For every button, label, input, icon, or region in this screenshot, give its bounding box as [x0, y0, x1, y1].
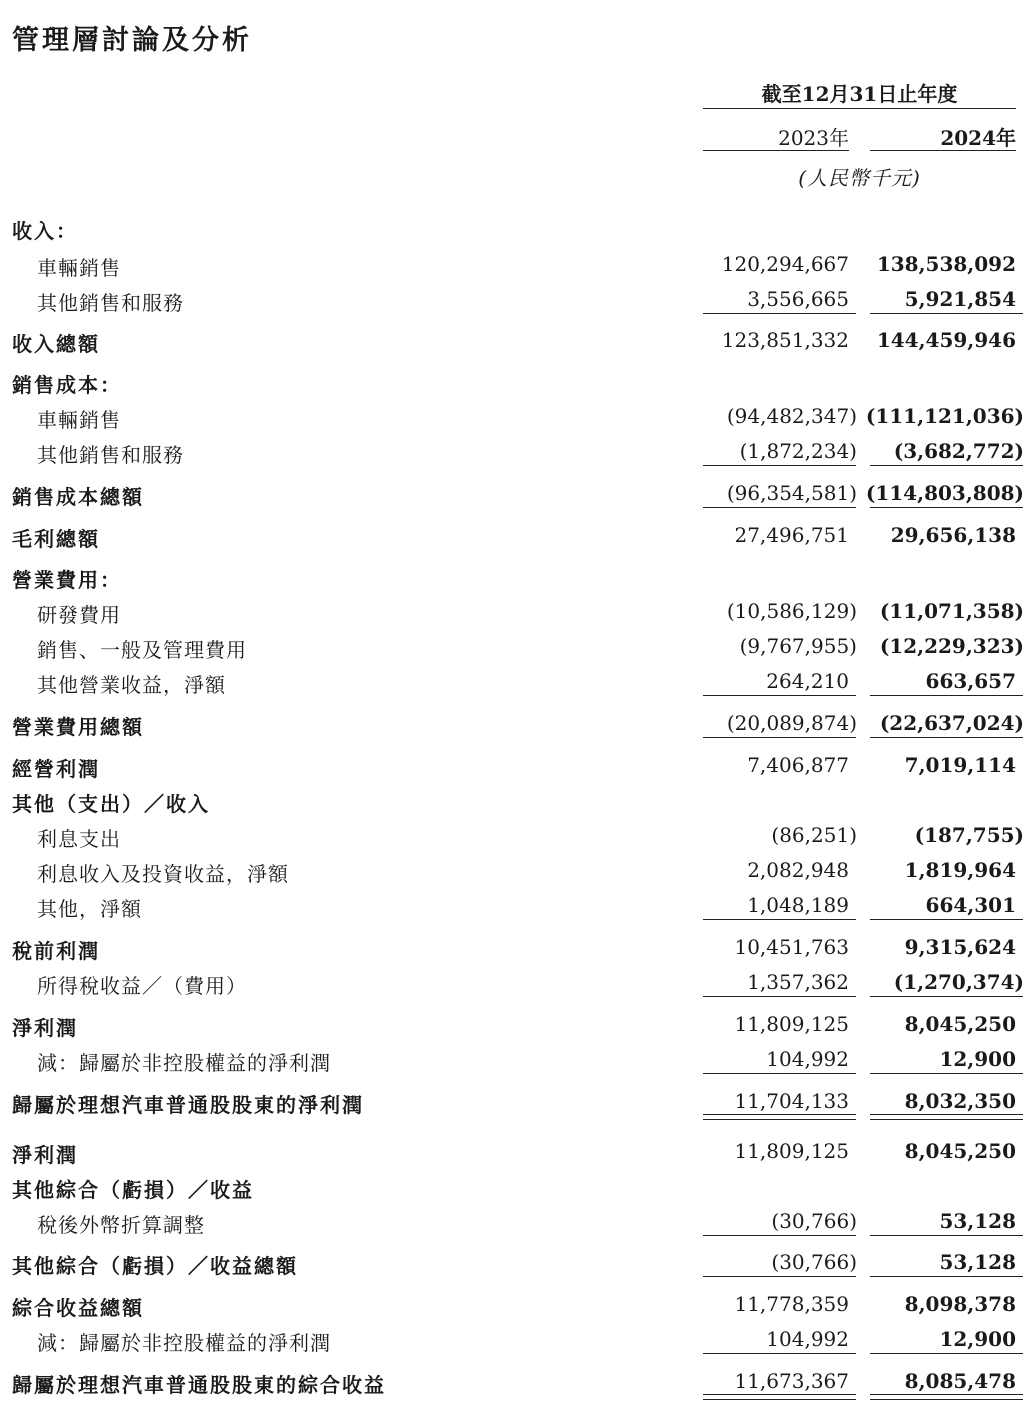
value-2023: (86,251): [771, 823, 857, 847]
row-label: 營業費用：: [12, 568, 122, 592]
year-2024-header: 2024年: [940, 126, 1016, 150]
row-label: 收入：: [12, 219, 78, 243]
row-label: 其他（支出）／收入: [12, 792, 210, 816]
period-rule: [703, 108, 1016, 109]
value-2024: (111,121,036): [865, 404, 1024, 428]
row-label: 其他綜合（虧損）／收益: [12, 1178, 254, 1202]
year-2024-rule: [870, 150, 1016, 151]
subtotal-underline: [703, 1235, 856, 1240]
table-row: [0, 284, 1030, 314]
value-2024: 664,301: [925, 893, 1016, 917]
value-2024: 5,921,854: [904, 287, 1016, 311]
subtotal-underline: [870, 465, 1023, 470]
double-underline: [703, 1114, 856, 1120]
value-2024: 9,315,624: [904, 935, 1016, 959]
value-2023: 11,809,125: [734, 1012, 849, 1036]
value-2023: (10,586,129): [726, 599, 857, 623]
subtotal-underline: [703, 465, 856, 470]
value-2024: (12,229,323): [879, 634, 1024, 658]
table-row: [0, 436, 1030, 466]
subtotal-underline: [870, 737, 1023, 742]
subtotal-underline: [703, 1353, 856, 1358]
value-2024: 663,657: [925, 669, 1016, 693]
period-header: 截至12月31日止年度: [761, 82, 958, 106]
table-row: [0, 820, 1030, 850]
subtotal-underline: [870, 996, 1023, 1001]
subtotal-underline: [703, 313, 856, 318]
row-label: 銷售、一般及管理費用: [37, 638, 247, 662]
row-label: 其他綜合（虧損）／收益總額: [12, 1254, 298, 1278]
table-row: [0, 212, 1030, 242]
value-2024: (114,803,808): [865, 481, 1024, 505]
subtotal-underline: [703, 737, 856, 742]
subtotal-underline: [703, 507, 856, 512]
subtotal-underline: [703, 1276, 856, 1281]
subtotal-underline: [703, 996, 856, 1001]
value-2023: 10,451,763: [734, 935, 849, 959]
row-label: 毛利總額: [12, 527, 100, 551]
subtotal-underline: [870, 1353, 1023, 1358]
table-row: [0, 1366, 1030, 1396]
subtotal-underline: [870, 1276, 1023, 1281]
table-row: [0, 750, 1030, 780]
subtotal-underline: [703, 1073, 856, 1078]
value-2024: 12,900: [939, 1047, 1016, 1071]
table-row: [0, 596, 1030, 626]
table-row: [0, 1009, 1030, 1039]
table-row: [0, 631, 1030, 661]
value-2024: 8,085,478: [904, 1369, 1016, 1393]
value-2024: 138,538,092: [876, 252, 1016, 276]
table-row: [0, 1289, 1030, 1319]
value-2023: 11,809,125: [734, 1139, 849, 1163]
row-label: 稅後外幣折算調整: [37, 1213, 205, 1237]
value-2024: 144,459,946: [876, 328, 1016, 352]
value-2024: 29,656,138: [890, 523, 1016, 547]
value-2023: (96,354,581): [726, 481, 857, 505]
table-row: [0, 561, 1030, 591]
row-label: 銷售成本總額: [12, 485, 144, 509]
value-2024: (11,071,358): [879, 599, 1024, 623]
row-label: 淨利潤: [12, 1143, 78, 1167]
value-2023: 11,778,359: [734, 1292, 849, 1316]
table-row: [0, 1206, 1030, 1236]
row-label: 歸屬於理想汽車普通股股東的淨利潤: [12, 1093, 364, 1117]
value-2023: 1,048,189: [747, 893, 849, 917]
row-label: 營業費用總額: [12, 715, 144, 739]
table-row: [0, 708, 1030, 738]
table-row: [0, 325, 1030, 355]
row-label: 淨利潤: [12, 1016, 78, 1040]
subtotal-underline: [870, 695, 1023, 700]
double-underline: [870, 1394, 1023, 1400]
subtotal-underline: [703, 695, 856, 700]
table-row: [0, 967, 1030, 997]
value-2023: 104,992: [766, 1327, 849, 1351]
row-label: 減：歸屬於非控股權益的淨利潤: [37, 1331, 331, 1355]
row-label: 車輛銷售: [37, 408, 121, 432]
value-2024: 1,819,964: [904, 858, 1016, 882]
table-row: [0, 1171, 1030, 1201]
subtotal-underline: [703, 919, 856, 924]
value-2024: (1,270,374): [893, 970, 1024, 994]
currency-unit: (人民幣千元): [798, 166, 921, 190]
table-row: [0, 785, 1030, 815]
table-row: [0, 249, 1030, 279]
table-row: [0, 1247, 1030, 1277]
value-2023: 104,992: [766, 1047, 849, 1071]
table-row: [0, 855, 1030, 885]
value-2024: 8,045,250: [904, 1139, 1016, 1163]
value-2023: 120,294,667: [721, 252, 849, 276]
table-row: [0, 401, 1030, 431]
row-label: 銷售成本：: [12, 373, 122, 397]
row-label: 其他銷售和服務: [37, 291, 184, 315]
value-2023: 264,210: [766, 669, 849, 693]
value-2024: 53,128: [939, 1209, 1016, 1233]
value-2023: 11,704,133: [734, 1089, 849, 1113]
value-2024: 8,045,250: [904, 1012, 1016, 1036]
value-2023: (94,482,347): [726, 404, 857, 428]
value-2024: 7,019,114: [904, 753, 1016, 777]
value-2023: 2,082,948: [747, 858, 849, 882]
year-2023-header: 2023年: [778, 126, 849, 150]
value-2023: 3,556,665: [747, 287, 849, 311]
row-label: 歸屬於理想汽車普通股股東的綜合收益: [12, 1373, 386, 1397]
row-label: 研發費用: [37, 603, 121, 627]
subtotal-underline: [870, 507, 1023, 512]
value-2023: 27,496,751: [734, 523, 849, 547]
value-2023: (9,767,955): [739, 634, 857, 658]
value-2023: (30,766): [771, 1250, 857, 1274]
table-row: [0, 890, 1030, 920]
row-label: 稅前利潤: [12, 939, 100, 963]
value-2023: (30,766): [771, 1209, 857, 1233]
page-title: 管理層討論及分析: [12, 25, 252, 56]
value-2023: (1,872,234): [739, 439, 857, 463]
value-2023: 1,357,362: [747, 970, 849, 994]
row-label: 經營利潤: [12, 757, 100, 781]
value-2023: 11,673,367: [734, 1369, 849, 1393]
subtotal-underline: [870, 1235, 1023, 1240]
value-2024: 53,128: [939, 1250, 1016, 1274]
row-label: 減：歸屬於非控股權益的淨利潤: [37, 1051, 331, 1075]
table-row: [0, 1044, 1030, 1074]
row-label: 收入總額: [12, 332, 100, 356]
row-label: 利息收入及投資收益，淨額: [37, 862, 289, 886]
row-label: 所得稅收益／（費用）: [37, 974, 247, 998]
table-row: [0, 1136, 1030, 1166]
table-row: [0, 478, 1030, 508]
value-2024: (187,755): [914, 823, 1024, 847]
row-label: 其他，淨額: [37, 897, 142, 921]
double-underline: [703, 1394, 856, 1400]
value-2023: 123,851,332: [721, 328, 849, 352]
value-2024: (22,637,024): [879, 711, 1024, 735]
value-2024: 8,098,378: [904, 1292, 1016, 1316]
value-2024: 12,900: [939, 1327, 1016, 1351]
row-label: 綜合收益總額: [12, 1296, 144, 1320]
value-2024: 8,032,350: [904, 1089, 1016, 1113]
row-label: 利息支出: [37, 827, 121, 851]
row-label: 其他銷售和服務: [37, 443, 184, 467]
row-label: 其他營業收益，淨額: [37, 673, 226, 697]
table-row: [0, 520, 1030, 550]
subtotal-underline: [870, 919, 1023, 924]
row-label: 車輛銷售: [37, 256, 121, 280]
table-row: [0, 366, 1030, 396]
table-row: [0, 1086, 1030, 1116]
table-row: [0, 932, 1030, 962]
year-2023-rule: [703, 150, 849, 151]
table-row: [0, 666, 1030, 696]
table-row: [0, 1324, 1030, 1354]
value-2024: (3,682,772): [893, 439, 1024, 463]
value-2023: (20,089,874): [726, 711, 857, 735]
value-2023: 7,406,877: [747, 753, 849, 777]
double-underline: [870, 1114, 1023, 1120]
subtotal-underline: [870, 1073, 1023, 1078]
subtotal-underline: [870, 313, 1023, 318]
